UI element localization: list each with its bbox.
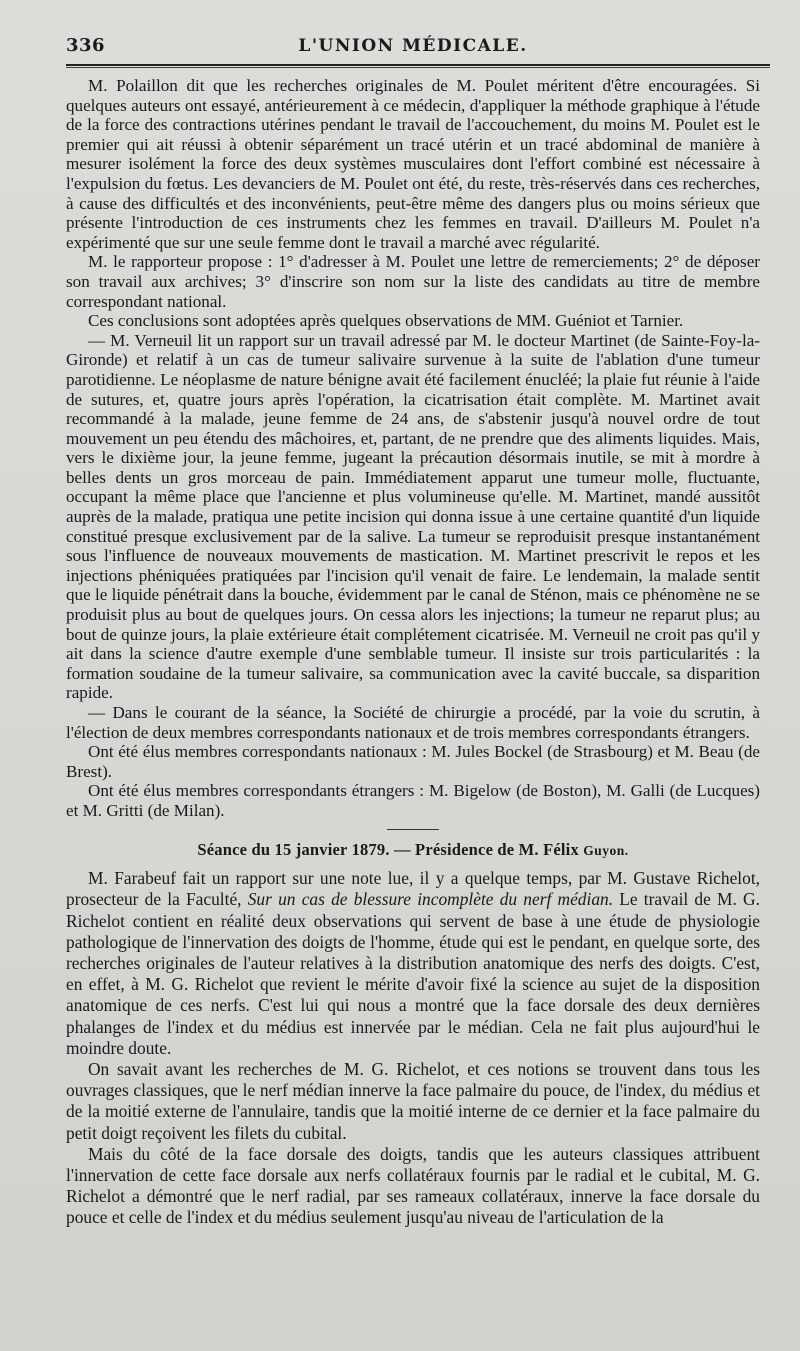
paragraph-verneuil: — M. Verneuil lit un rapport sur un travail adressé par M. le docteur Martinet (de Sainte-Foy-la-Gironde) et relatif à un cas de tumeur salivaire survenue à la suite de l'ablation d'une tumeur parotidienne. Le néoplasme de nature bénigne avait été facilement énucléé; la plaie fut réunie à l'aide de sutures, et, quatre jours après l'opération, la cicatrisation était complète. M. Martinet avait recommandé à la malade, jeune femme de 24 ans, de s'abstenir jusqu'à nouvel ordre de tout mouvement un peu étendu des mâchoires, et, partant, de ne prendre que des aliments liquides. Mais, vers le dixième jour, la jeune femme, jugeant la précaution désormais inutile, se mit à mordre à belles dents un gros morceau de pain. Immédiatement apparut une tumeur molle, fluctuante, occupant la même place que l'ancienne et plus volumineuse qu'elle. M. Martinet, mandé aussitôt auprès de la malade, pratiqua une petite incision qui donna issue à une certaine quantité d'un liquide constitué presque exclusivement par de la salive. La tumeur se reproduisit presque instantanément sous l'influence de nouveaux mouvements de mastication. M. Martinet prescrivit le repos et les injections phéniquées pratiquées par l'incision qu'il venait de faire. Le lendemain, la malade sentit que le liquide pénétrait dans la bouche, évidemment par le canal de Sténon, mais ce phénomène ne se produisit plus au bout de quelques jours. On cessa alors les injections; la tumeur ne reparut plus; au bout de quinze jours, la plaie extérieure était complétement cicatrisée. M. Verneuil ne croit pas qu'il y ait dans la science d'autre exemple d'une semblable tumeur. Il insiste sur trois particularités : la formation soudaine de la tumeur salivaire, sa communication avec la cavité buccale, sa disparition rapide. [66,330,760,703]
paragraph-conclusions: Ces conclusions sont adoptées après quelques observations de MM. Guéniot et Tarnier. [88,311,684,331]
page-number: 336 [66,35,106,56]
page-header [66,22,760,56]
note-title: Sur un cas de blessure incomplète du nerf médian. [247,889,614,910]
section-heading [66,840,760,861]
article-body [66,76,760,1229]
paragraph-classiques: On savait avant les recherches de M. G. Richelot, et ces notions se trouvent dans tous les ouvrages classiques, que le nerf médian innerve la face palmaire du pouce, de l'index, du médius et de la moitié externe de l'annulaire, tandis que la moitié interne de ce dernier et la face palmaire du petit doigt reçoivent les filets du cubital. [66,1058,760,1143]
section-separator [387,829,439,830]
paragraph-rapporteur: M. le rapporteur propose : 1° d'adresser à M. Poulet une lettre de remerciements; 2° de déposer son travail aux archives; 3° d'inscrire son nom sur la liste des candidats au titre de membre correspondant national. [66,252,760,311]
section-body [66,868,760,1228]
farabeuf-text-end: Le travail de M. G. Richelot contient en réalité deux observations qui servent de base à une étude de physiologie pathologique de l'innervation des doigts de l'homme, étude qui est le pendant, en quelque sorte, des recherches originales de l'auteur relatives à la distribution anatomique des nerfs des doigts. C'est, en effet, à M. G. Richelot que revient le mérite d'avoir fixé la science au sujet de la disposition anatomique de ces nerfs. C'est lui qui nous a montré que la face dorsale des deux dernières phalanges de l'index et du médius est innervée par le médian. Cela ne fait plus aujourd'hui le moindre doute. [66,889,760,1058]
farabeuf-text-start: M. Farabeuf fait un rapport sur une note lue, il y a quelque temps, par M. Gustave Richelot, prosecteur de la Faculté, [66,868,760,910]
paragraph-farabeuf [66,868,760,1059]
section-heading-president: Guyon. [583,842,629,858]
section-heading-main: Séance du 15 janvier 1879. — Présidence de M. Félix [197,839,584,859]
paragraph-polaillon: M. Polaillon dit que les recherches originales de M. Poulet méritent d'être encouragées. Si quelques auteurs ont essayé, antérieurement à ce médecin, d'appliquer la méthode graphique à l'étude de la force des contractions utérines pendant le travail de l'accouchement, du moins M. Poulet est le premier qui ait réussi à obtenir séparément un tracé utérin et un tracé abdominal de manière à mesurer isolément la force des deux systèmes musculaires dont l'effort combiné est nécessaire à l'expulsion du fœtus. Les devanciers de M. Poulet ont été, du reste, très-réservés dans ces recherches, à cause des difficultés et des inconvénients, peut-être même des dangers plus ou moins sérieux que présente l'introduction de ces instruments chez les femmes en travail. D'ailleurs M. Poulet n'a expérimenté que sur une seule femme dont le travail a marché avec régularité. [66,76,760,252]
header-rule [66,64,770,68]
paragraph-election: — Dans le courant de la séance, la Société de chirurgie a procédé, par la voie du scrutin, à l'élection de deux membres correspondants nationaux et de trois membres correspondants étrangers. [66,703,760,742]
paragraph-etrangers: Ont été élus membres correspondants étrangers : M. Bigelow (de Boston), M. Galli (de Lucques) et M. Gritti (de Milan). [66,781,760,820]
paragraph-face-dorsale: Mais du côté de la face dorsale des doigts, tandis que les auteurs classiques attribuent l'innervation de cette face dorsale aux nerfs collatéraux fournis par le radial et le cubital, M. G. Richelot a démontré que le nerf radial, par ses rameaux collatéraux, innerve la face dorsale du pouce et celle de l'index et du médius seulement jusqu'au niveau de l'articulation de la [66,1143,760,1228]
running-title: L'UNION MÉDICALE. [298,36,528,56]
paragraph-nationaux: Ont été élus membres correspondants nationaux : M. Jules Bockel (de Strasbourg) et M. Beau (de Brest). [66,742,760,781]
